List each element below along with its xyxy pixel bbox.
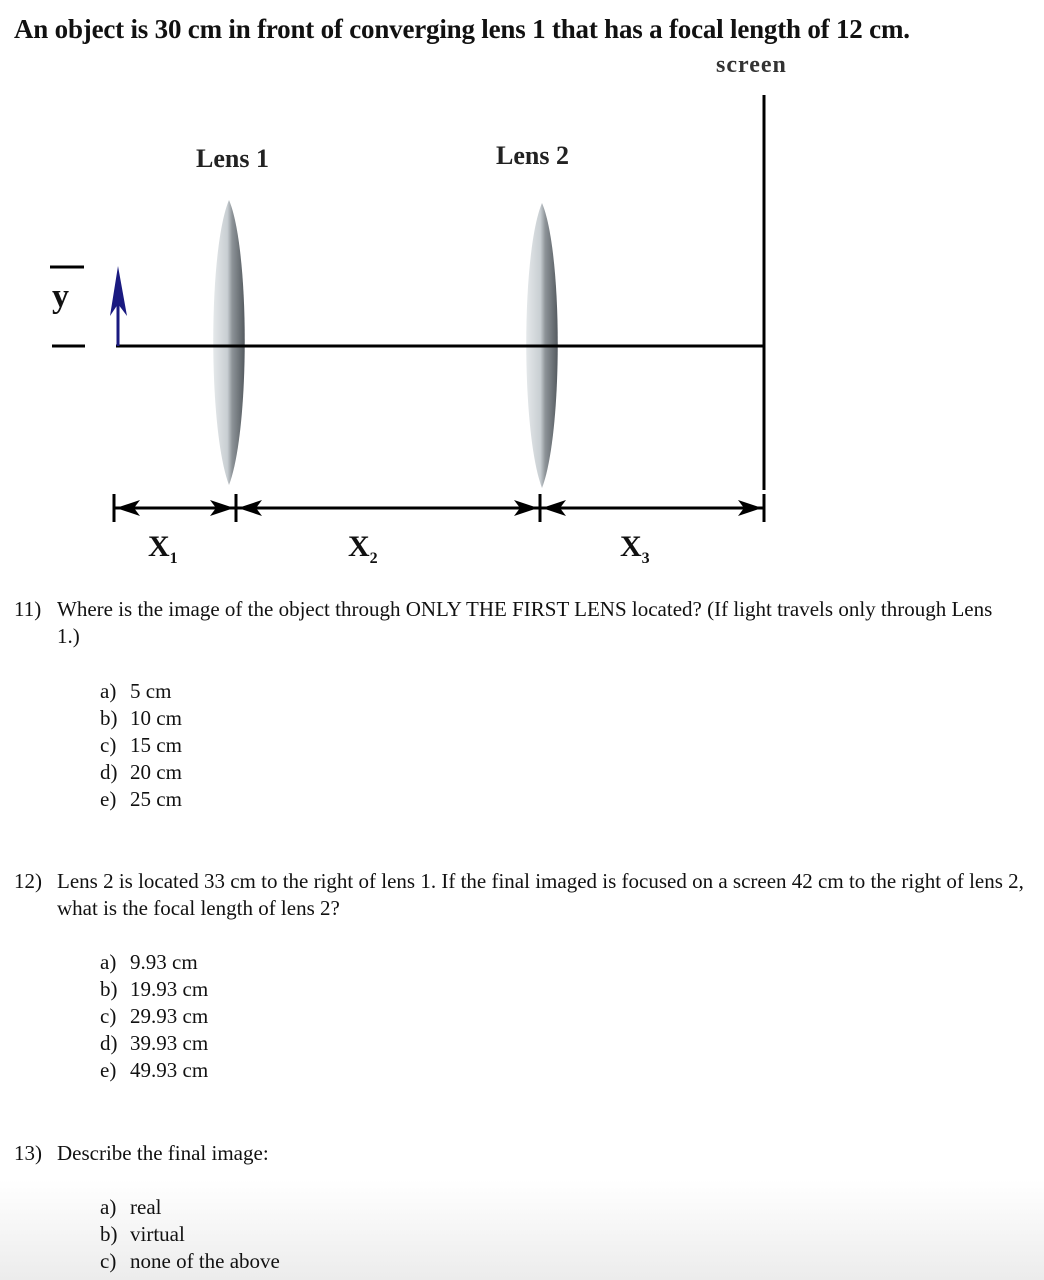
screen-label: screen [716,52,787,78]
option-b: b) 19.93 cm [100,977,209,1001]
question-text: Describe the final image: [57,1141,269,1165]
option-a: a) 5 cm [100,679,172,703]
question-11 [14,596,1004,650]
question-number: 13) [14,1141,42,1165]
question-number: 12) [14,869,42,893]
lens-diagram-graphic [0,0,1044,580]
problem-statement: An object is 30 cm in front of converging lens 1 that has a focal length of 12 cm. [14,14,910,44]
object-height-label: y [52,278,69,315]
question-text: Where is the image of the object through ONLY THE FIRST LENS located? (If light travels only through Lens 1.) [57,597,993,648]
lens1-shape [213,200,245,485]
distance-label-x2: $X_2$ [348,530,378,567]
option-e: e) 25 cm [100,787,182,811]
lens2-label: Lens 2 [496,141,569,170]
question-11-options [100,678,182,813]
lens1-label: Lens 1 [196,144,269,173]
option-c: c) 15 cm [100,733,182,757]
question-12 [14,868,1024,922]
option-b: b) virtual [100,1222,185,1246]
question-12-options [100,949,208,1084]
distance-label-x3: $X_3$ [620,530,650,567]
question-number: 11) [14,597,42,621]
option-a: a) real [100,1195,162,1219]
question-13-options [100,1194,280,1275]
distance-label-x1: $X_1$ [148,530,178,567]
option-e: e) 49.93 cm [100,1058,209,1082]
option-b: b) 10 cm [100,706,182,730]
question-13 [14,1140,1004,1167]
option-d: d) 39.93 cm [100,1031,209,1055]
option-a: a) 9.93 cm [100,950,198,974]
option-d: d) 20 cm [100,760,182,784]
option-c: c) 29.93 cm [100,1004,209,1028]
question-text: Lens 2 is located 33 cm to the right of lens 1. If the final imaged is focused on a screen 42 cm to the right of lens 2, what is the focal length of lens 2? [57,869,1024,920]
option-c: c) none of the above [100,1249,280,1273]
